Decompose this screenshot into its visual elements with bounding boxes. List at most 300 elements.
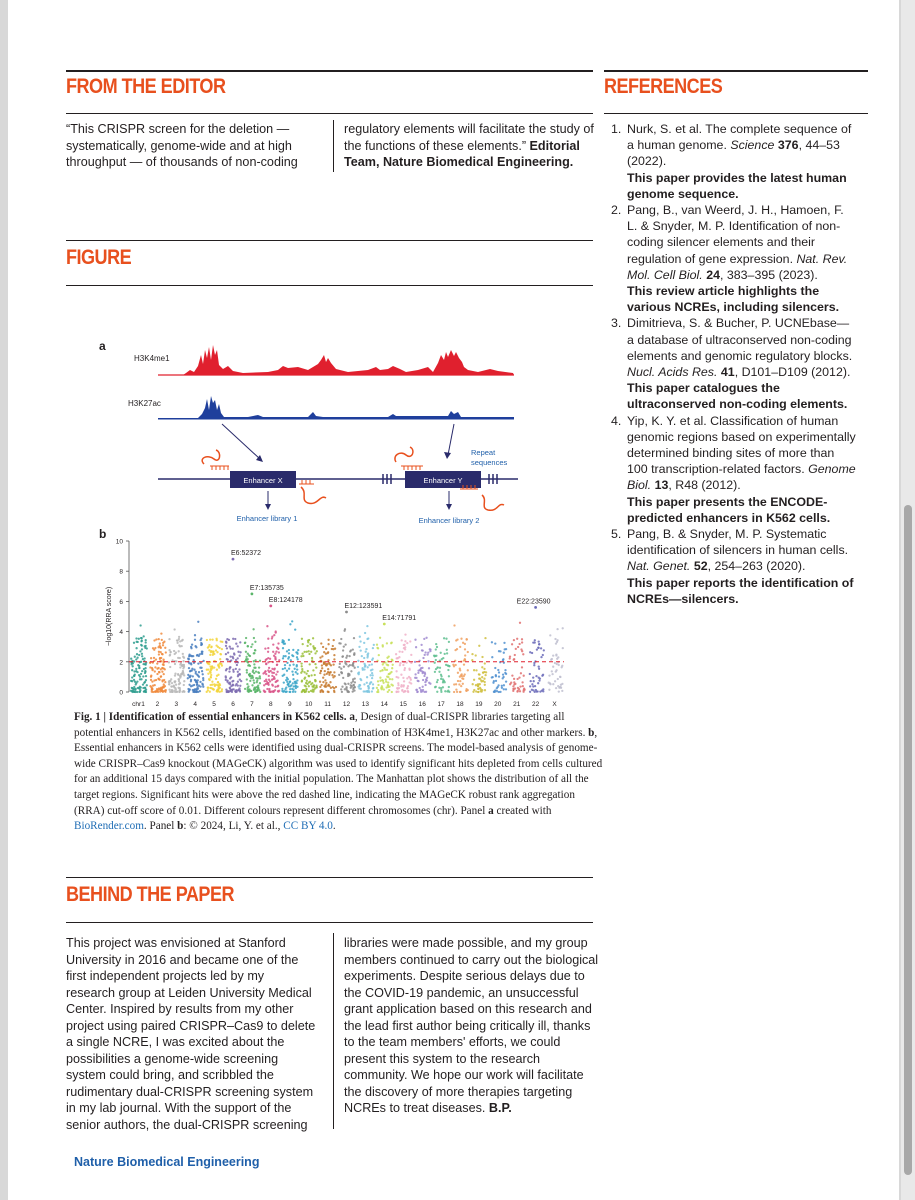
chr-12-point (340, 688, 342, 690)
figure-heading: FIGURE (66, 246, 132, 269)
chr-11-point (328, 674, 330, 676)
chr-14-point (390, 683, 392, 685)
chr-10-point (310, 674, 312, 676)
chr-5-point (211, 665, 213, 667)
chr-10-point (303, 651, 305, 653)
chr-6-point (229, 645, 231, 647)
chr-17-point (448, 691, 450, 693)
chr-2-point (151, 687, 153, 689)
chr-4-point (187, 688, 189, 690)
chr-22-point (529, 651, 531, 653)
chr-16-point (420, 689, 422, 691)
chr-chr1-point (141, 653, 143, 655)
chr-4-point (193, 691, 195, 693)
chr-16-point (427, 660, 429, 662)
arrow-to-enhancer-x (222, 424, 260, 459)
chr-9-point (292, 649, 294, 651)
reference-note: This review article highlights the various NCREs, including silencers. (627, 284, 840, 315)
chr-4-point (188, 684, 190, 686)
chr-4-point (199, 667, 201, 669)
chr-14-point (381, 669, 383, 671)
chr-10-point (308, 653, 310, 655)
chr-20-point (502, 659, 504, 661)
chr-18-point (456, 648, 458, 650)
chr-12-point (343, 645, 345, 647)
chr-16-point (426, 653, 428, 655)
chr-13-point (366, 656, 368, 658)
chr-7-point (246, 671, 248, 673)
chr-5-point (211, 638, 213, 640)
chr-10-point (307, 670, 309, 672)
chr-19-point (484, 662, 486, 664)
chr-3-point (174, 691, 176, 693)
chr-13-point (359, 640, 361, 642)
chr-5-point (217, 681, 219, 683)
chr-9-point (296, 673, 298, 675)
chr-19-point (475, 654, 477, 656)
chr-10-point (305, 682, 307, 684)
chr-11-point (328, 684, 330, 686)
chr-22-point (531, 683, 533, 685)
chr-12-point (341, 686, 343, 688)
chr-18-point (457, 680, 459, 682)
y-tick-label: 0 (119, 689, 123, 697)
chr-6-point (239, 651, 241, 653)
repeat-label-line2: sequences (471, 458, 508, 467)
chr-19-point (479, 683, 481, 685)
chr-6-point (230, 647, 232, 649)
chr-4-point (202, 679, 204, 681)
chr-9-point (293, 685, 295, 687)
chr-14-point (376, 644, 378, 646)
chr-21-point (513, 639, 515, 641)
chr-chr1-point (136, 671, 138, 673)
chr-3-point (177, 687, 179, 689)
chr-2-point (150, 675, 152, 677)
chr-10-point (305, 688, 307, 690)
chr-12-point (350, 670, 352, 672)
chr-chr1-point (146, 684, 148, 686)
chr-14-point (386, 642, 388, 644)
chr-7-point (259, 682, 261, 684)
chr-10-point (303, 678, 305, 680)
chr-22-point (533, 680, 535, 682)
chr-8-point (268, 675, 270, 677)
chr-19-point (477, 691, 479, 693)
caption-label-b: b (588, 726, 595, 739)
chr-12-point (350, 687, 352, 689)
chr-chr1-point (130, 680, 132, 682)
chr-8-point (263, 691, 265, 693)
chr-21-point (509, 657, 511, 659)
biorender-link[interactable]: BioRender.com (74, 820, 144, 833)
chr-12-point (345, 686, 347, 688)
chr-17-point (436, 691, 438, 693)
chr-2-point (152, 684, 154, 686)
chr-20-point (497, 669, 499, 671)
chr-15-point (400, 684, 402, 686)
chr-2-point (163, 641, 165, 643)
behind-heading-rule (66, 922, 593, 923)
chr-15-point (407, 691, 409, 693)
chr-2-point (149, 685, 151, 687)
chr-14-point (382, 663, 384, 665)
chr-16-point (429, 648, 431, 650)
chr-X-point (552, 654, 554, 656)
arrowhead-library-1 (265, 504, 271, 510)
chr-19-point (475, 690, 477, 692)
chr-12-point (339, 663, 341, 665)
chr-17-point (446, 652, 448, 654)
chr-13-point (367, 637, 369, 639)
track-label-h3k27ac: H3K27ac (128, 399, 161, 408)
chr-13-point (366, 676, 368, 678)
chr-16-point (417, 691, 419, 693)
chr-7-point (259, 691, 261, 693)
chr-17-point (440, 652, 442, 654)
chr-3-point (174, 663, 176, 665)
reference-pages: , D101–D109 (2012). (734, 365, 851, 380)
chr-9-point (282, 647, 284, 649)
chr-13-point (372, 687, 374, 689)
chr-5-point (210, 676, 212, 678)
chr-3-point (168, 649, 170, 651)
reference-journal: Nat. Rev. Mol. Cell Biol. (627, 251, 848, 282)
chr-19-point (473, 679, 475, 681)
chr-19-point (481, 656, 483, 658)
chr-5-point (219, 684, 221, 686)
x-tick-label: 8 (268, 701, 273, 708)
reference-number: 4. (611, 413, 622, 428)
reference-journal: Genome Biol. (627, 462, 856, 493)
reference-note: This paper reports the identification of NCREs—silencers. (627, 575, 854, 606)
chr-2-point (157, 688, 159, 690)
chr-8-point (275, 630, 277, 632)
chr-X-point (549, 634, 551, 636)
chr-10-point (301, 691, 303, 693)
chr-9-point (292, 691, 294, 693)
chr-4-point (196, 683, 198, 685)
chr-13-point (357, 672, 359, 674)
chr-12-point (342, 649, 344, 651)
chr-X-point (555, 642, 557, 644)
chr-15-point (404, 633, 406, 635)
chr-11-point (322, 690, 324, 692)
chr-16-point (421, 667, 423, 669)
chr-X-point (561, 690, 563, 692)
chr-6-point (235, 659, 237, 661)
chr-13-point (363, 683, 365, 685)
chr-16-point (428, 667, 430, 669)
chr-7-point (248, 690, 250, 692)
chr-7-point (247, 688, 249, 690)
chr-chr1-point (141, 637, 143, 639)
behind-col2 (344, 935, 599, 1117)
chr-20-point (503, 688, 505, 690)
chr-18-point (459, 680, 461, 682)
chr-19-point (484, 637, 486, 639)
chr-2-point (156, 673, 158, 675)
chr-15-point (406, 677, 408, 679)
scrollbar-thumb[interactable] (904, 505, 912, 1175)
license-link[interactable]: CC BY 4.0 (283, 820, 333, 833)
chr-7-point (248, 674, 250, 676)
chr-6-point (239, 673, 241, 675)
chr-12-point (338, 666, 340, 668)
chr-18-point (453, 691, 455, 693)
chr-3-point (179, 645, 181, 647)
chr-9-point (283, 681, 285, 683)
chr-6-point (226, 647, 228, 649)
chr-5-point (208, 644, 210, 646)
chr-2-point (153, 679, 155, 681)
chr-9-point (295, 685, 297, 687)
chr-14-point (391, 667, 393, 669)
x-tick-label: 16 (418, 701, 426, 708)
chr-3-point (175, 684, 177, 686)
chr-5-point (206, 691, 208, 693)
chr-7-point (244, 641, 246, 643)
chr-10-point (315, 666, 317, 668)
chr-17-point (439, 667, 441, 669)
chr-22-point (531, 689, 533, 691)
chr-8-point (266, 625, 268, 627)
chr-2-point (158, 679, 160, 681)
chr-15-point (409, 677, 411, 679)
chr-X-point (556, 658, 558, 660)
chr-17-point (448, 686, 450, 688)
chr-20-point (504, 648, 506, 650)
chr-15-point (402, 664, 404, 666)
chr-22-point (529, 673, 531, 675)
labeled-hit-point (345, 611, 348, 614)
chr-X-point (559, 686, 561, 688)
chr-3-point (182, 639, 184, 641)
chr-17-point (448, 641, 450, 643)
chr-chr1-point (133, 675, 135, 677)
chr-22-point (540, 647, 542, 649)
chr-21-point (521, 641, 523, 643)
x-tick-label: X (552, 701, 557, 708)
chr-16-point (424, 651, 426, 653)
chr-19-point (481, 680, 483, 682)
chr-2-point (164, 668, 166, 670)
chr-15-point (397, 691, 399, 693)
chr-19-point (475, 669, 477, 671)
chr-15-point (398, 656, 400, 658)
chr-18-point (467, 651, 469, 653)
chr-14-point (387, 691, 389, 693)
chr-12-point (346, 691, 348, 693)
chr-16-point (424, 672, 426, 674)
chr-7-point (251, 675, 253, 677)
chr-chr1-point (136, 641, 138, 643)
enhancer-y-label: Enhancer Y (423, 476, 463, 485)
chr-17-point (447, 669, 449, 671)
chr-7-point (251, 684, 253, 686)
chr-12-point (338, 674, 340, 676)
chr-4-point (194, 688, 196, 690)
chr-12-point (344, 643, 346, 645)
chr-chr1-point (144, 672, 146, 674)
chr-22-point (534, 639, 536, 641)
chr-18-point (463, 675, 465, 677)
x-tick-label: 22 (531, 701, 540, 708)
chr-chr1-point (143, 657, 145, 659)
chr-X-point (554, 662, 556, 664)
chr-4-point (199, 681, 201, 683)
chr-13-point (363, 663, 365, 665)
chr-6-point (235, 690, 237, 692)
chr-13-point (372, 674, 374, 676)
chr-17-point (448, 675, 450, 677)
chr-14-point (377, 689, 379, 691)
chr-2-point (154, 670, 156, 672)
panel-b-label: b (99, 527, 107, 541)
panel-a-label: a (99, 339, 106, 353)
chr-6-point (236, 664, 238, 666)
chr-chr1-point (131, 687, 133, 689)
chr-21-point (511, 674, 513, 676)
chr-21-point (519, 685, 521, 687)
caption-end: . (332, 820, 336, 833)
chr-3-point (182, 656, 184, 658)
chr-4-point (197, 674, 199, 676)
chr-2-point (158, 638, 160, 640)
chr-chr1-point (140, 640, 142, 642)
article-page (8, 0, 899, 1200)
chr-X-point (555, 687, 557, 689)
chr-7-point (253, 682, 255, 684)
chr-chr1-point (133, 642, 135, 644)
chr-7-point (253, 667, 255, 669)
chr-9-point (286, 650, 288, 652)
reference-pages: , 383–395 (2023). (720, 267, 818, 282)
chr-12-point (352, 648, 354, 650)
chr-7-point (247, 645, 249, 647)
chr-chr1-point (144, 691, 146, 693)
chr-8-point (267, 669, 269, 671)
chr-7-point (254, 649, 256, 651)
chr-3-point (173, 650, 175, 652)
chr-10-point (301, 665, 303, 667)
chr-3-point (177, 678, 179, 680)
chr-X-point (559, 676, 561, 678)
chr-17-point (442, 657, 444, 659)
chr-8-point (275, 680, 277, 682)
chr-2-point (155, 690, 157, 692)
chr-16-point (425, 691, 427, 693)
chr-18-point (456, 691, 458, 693)
chr-8-point (265, 673, 267, 675)
chr-3-point (179, 676, 181, 678)
chr-8-point (272, 651, 274, 653)
chr-4-point (189, 676, 191, 678)
chr-chr1-point (142, 675, 144, 677)
caption-panel-b-ref: b (177, 820, 184, 833)
chr-5-point (210, 646, 212, 648)
chr-7-point (258, 672, 260, 674)
chr-10-point (307, 640, 309, 642)
chr-3-point (177, 673, 179, 675)
chr-9-point (288, 685, 290, 687)
y-tick-label: 2 (119, 659, 123, 667)
chr-18-point (462, 683, 464, 685)
chr-18-point (458, 683, 460, 685)
chr-2-point (163, 683, 165, 685)
chr-3-point (178, 690, 180, 692)
figure-caption (74, 710, 604, 835)
chr-9-point (290, 659, 292, 661)
chr-8-point (265, 659, 267, 661)
chr-7-point (251, 643, 253, 645)
chr-22-point (537, 682, 539, 684)
chr-5-point (213, 683, 215, 685)
chr-6-point (230, 676, 232, 678)
chr-11-point (333, 654, 335, 656)
chr-chr1-point (142, 663, 144, 665)
chr-13-point (371, 677, 373, 679)
chr-16-point (414, 677, 416, 679)
scrollbar[interactable] (901, 0, 915, 1200)
chr-9-point (294, 681, 296, 683)
chr-11-point (332, 686, 334, 688)
caption-credit: : © 2024, Li, Y. et al., (183, 820, 284, 833)
chr-2-point (152, 647, 154, 649)
chr-14-point (388, 689, 390, 691)
reference-journal: Science (730, 138, 775, 153)
chr-10-point (311, 659, 313, 661)
hit-label: E12:123591 (344, 603, 383, 610)
chr-chr1-point (141, 655, 143, 657)
x-tick-label: 7 (250, 701, 254, 708)
x-tick-label: 2 (155, 701, 160, 708)
chr-20-point (499, 691, 501, 693)
x-tick-label: 4 (193, 701, 198, 708)
chr-15-point (410, 682, 412, 684)
chr-13-point (357, 660, 359, 662)
chr-10-point (313, 688, 315, 690)
chr-20-point (502, 677, 504, 679)
chr-9-point (288, 649, 290, 651)
chr-17-point (435, 643, 437, 645)
chr-2-point (151, 691, 153, 693)
chr-6-point (238, 668, 240, 670)
chr-3-point (176, 642, 178, 644)
chr-6-point (232, 638, 234, 640)
chr-7-point (247, 685, 249, 687)
chr-4-point (188, 667, 190, 669)
chr-4-point (195, 690, 197, 692)
chr-8-point (271, 672, 273, 674)
chr-8-point (278, 690, 280, 692)
chr-9-point (292, 682, 294, 684)
chr-9-point (296, 653, 298, 655)
chr-19-point (483, 671, 485, 673)
chr-12-point (353, 637, 355, 639)
reference-journal: Nat. Genet. (627, 559, 691, 574)
chr-9-point (294, 668, 296, 670)
chr-10-point (309, 643, 311, 645)
chr-8-point (266, 688, 268, 690)
chr-16-point (425, 679, 427, 681)
chr-20-point (492, 676, 494, 678)
chr-12-point (347, 673, 349, 675)
chr-X-point (548, 689, 550, 691)
chr-6-point (227, 651, 229, 653)
chr-15-point (406, 642, 408, 644)
chr-12-point (344, 662, 346, 664)
